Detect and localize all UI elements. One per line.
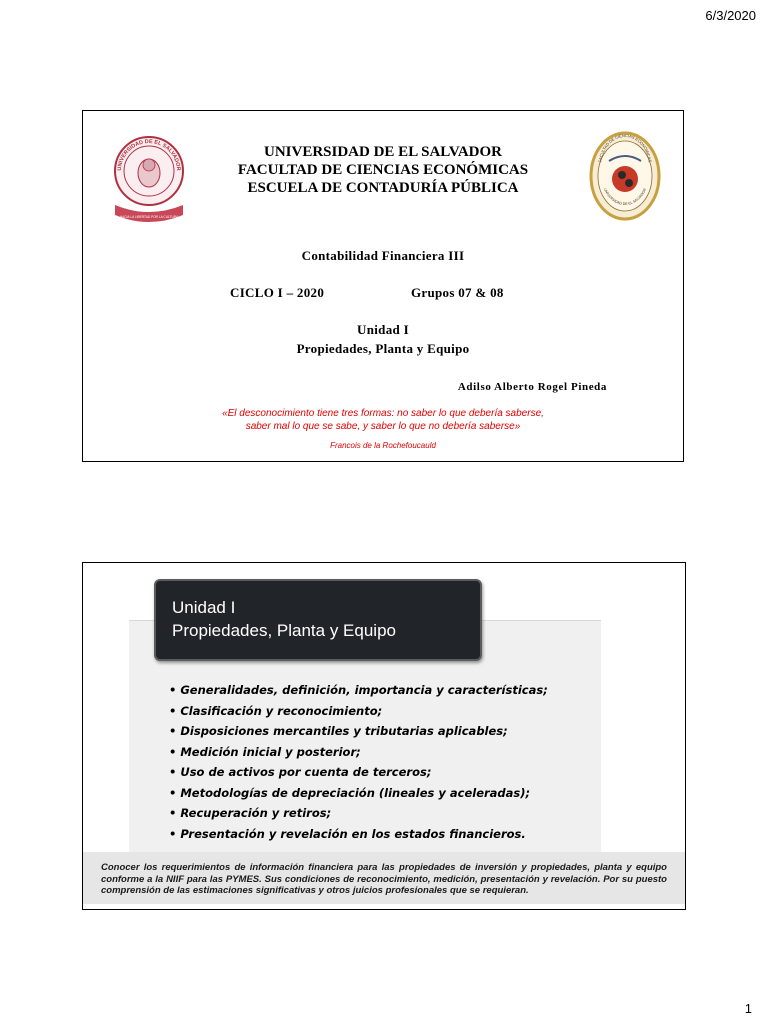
list-item: • Disposiciones mercantiles y tributarias aplicables; [169,721,548,742]
groups-label: Grupos 07 & 08 [411,285,504,300]
unit-title: Propiedades, Planta y Equipo [296,341,470,356]
quote-line: «El desconocimiento tiene tres formas: no saber lo que debería saberse, [222,408,544,419]
objective-text: Conocer los requerimientos de información financiera para las propiedades de inversión y propiedades, planta y equipo conforme a la NIIF para las PYMES. Sus condiciones de reconocimiento, medición, presentación y revelación. Por su puesto comprensión de las estimaciones significativas y otros juicios profesionales que se requieran. [83,852,685,904]
list-item: • Medición inicial y posterior; [169,742,548,763]
quote [83,407,683,433]
unit-title: Propiedades, Planta y Equipo [172,621,396,640]
seal-left-motto: HACIA LA LIBERTAD POR LA CULTURA [119,215,179,219]
topic-list [169,680,548,844]
seal-left-text: UNIVERSIDAD DE EL SALVADOR [116,138,182,171]
list-item: • Clasificación y reconocimiento; [169,701,548,722]
unit-title-box [154,579,482,661]
page-number: 1 [744,1001,752,1016]
page-date: 6/3/2020 [705,8,756,23]
author-name: Adilso Alberto Rogel Pineda [457,381,607,393]
list-item: • Uso de activos por cuenta de terceros; [169,762,548,783]
seal-right-text: FACULTAD DE CIENCIAS ECONÓMICAS [597,132,653,163]
unit-label: Unidad I [357,322,409,337]
cycle-label: CICLO I – 2020 [230,285,325,300]
list-item: • Metodologías de depreciación (lineales y aceleradas); [169,783,548,804]
institution-heading [83,143,683,197]
list-item: • Presentación y revelación en los estados financieros. [169,824,548,845]
unit-label: Unidad I [172,598,236,617]
title-slide [82,110,684,462]
faculty-name: FACULTAD DE CIENCIAS ECONÓMICAS [237,162,529,178]
quote-author: Francois de la Rochefoucauld [330,441,436,450]
seal-right-sub: UNIVERSIDAD DE EL SALVADOR [602,187,648,207]
list-item: • Generalidades, definición, importancia y características; [169,680,548,701]
outline-slide [82,562,686,910]
course-title: Contabilidad Financiera III [301,248,465,263]
list-item: • Recuperación y retiros; [169,803,548,824]
unit-heading [83,320,683,358]
quote-line: saber mal lo que se sabe, y saber lo que no debería saberse» [245,421,521,432]
school-name: ESCUELA DE CONTADURÍA PÚBLICA [247,180,519,196]
university-name: UNIVERSIDAD DE EL SALVADOR [264,144,502,160]
